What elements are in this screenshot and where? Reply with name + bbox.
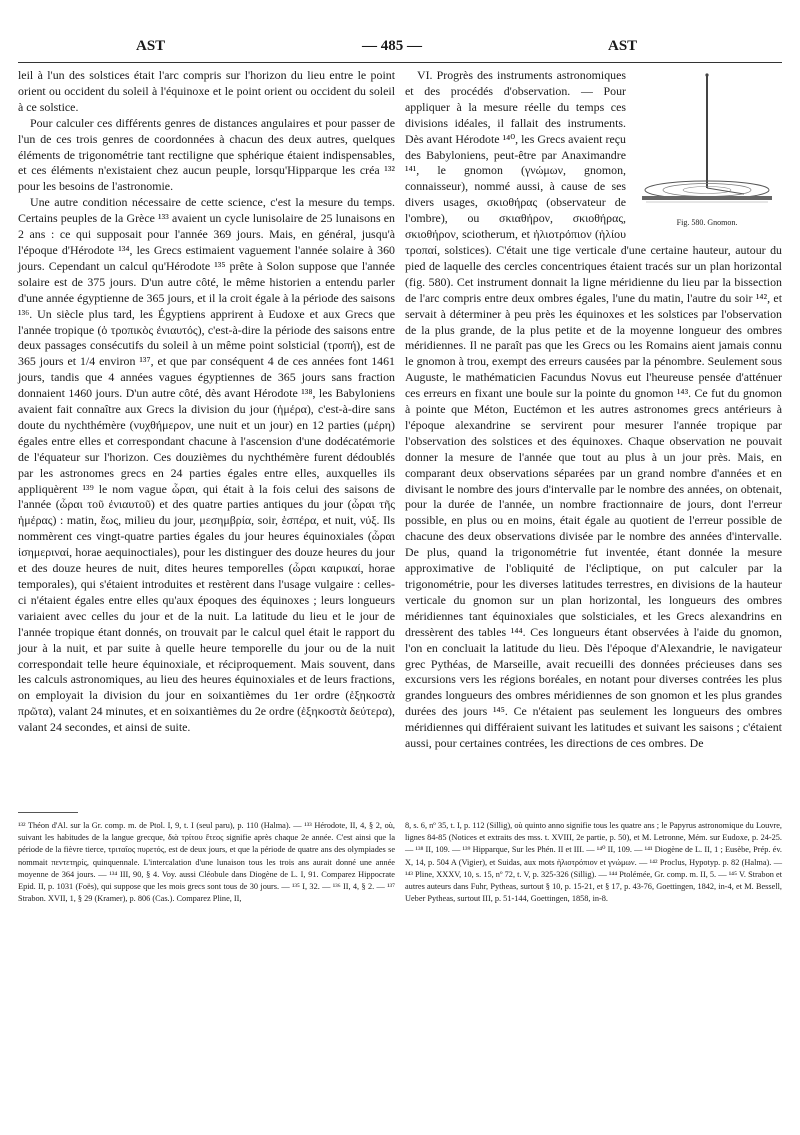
- right-column: [405, 68, 782, 752]
- paragraph: Pour calculer ces différents genres de distances angulaires et pour passer de l'un de ces trois genres de coordonnées à chacun des deux autres, quelques éléments de trigonométrie tant rectiligne que sphérique étaient indispensables, et ces éléments n'existaient chez aucun peuple, lorsqu'Hipparque les créa ¹³² pour les besoins de l'astronomie.: [18, 115, 395, 194]
- figure-caption: Fig. 580. Gnomon.: [676, 218, 738, 227]
- gnomon-figure: [632, 70, 782, 228]
- footnotes-left: ¹³² Théon d'Al. sur la Gr. comp. m. de Ptol. I, 9, t. I (seul paru), p. 110 (Halma). — ¹³³ Hérodote, II, 4, § 2, où, suivant les habitudes de la langue grecque, διὰ τρίτου ἔτεος signifie après chaque 2e année. C'est ainsi que la période de la fièvre tierce, τριταῖος πυρετός, est de deux jours, et que la période de quatre ans des olympiades se nommait πεντετηρίς, quinquennale. L'intercalation d'une lunaison tous les trois ans aurait donné une année moyenne de 364 jours. — ¹³⁴ III, 90, § 4. Voy. aussi Cléobule dans Diogène de L. I, 91. Comparez Hippocrate Epid. II, p. 1031 (Foës), qui suppose que les mois grecs sont tous de 30 jours. — ¹³⁵ I, 32. — ¹³⁶ II, 4, § 2. — ¹³⁷ Strabon. XVII, 1, § 29 (Kramer), p. 806 (Cas.). Comparez Pline, II,: [18, 821, 395, 904]
- paragraph: Une autre condition nécessaire de cette science, c'est la mesure du temps. Certains peuples de la Grèce ¹³³ avaient un cycle lunisolaire de 25 lunaisons en 2 ans : ce qui supposait pour l'année 369 jours. Mais, en général, jusqu'à l'époque d'Hérodote ¹³⁴, les Grecs estimaient vaguement l'année solaire à 360 jours. Cependant un calcul qu'Hérodote ¹³⁵ prête à Solon suppose que l'année solaire est de 375 jours. D'un autre côté, le même historien a entendu parler d'une année égyptienne de 365 jours, et il la croit égale à la période des saisons ¹³⁶. Un siècle plus tard, les Égyptiens apprirent à Eudoxe et aux Grecs que l'année tropique (ὁ τροπικὸς ἐνιαυτός), c'est-à-dire la période des saisons entre deux passages consécutifs du soleil à un même point solsticial (τροπή), est de 365 jours et 1/4 environ ¹³⁷, et que par conséquent 4 de ces années font 1461 jours, tandis que 4 années vagues égyptiennes de 365 jours sans fraction donnaient 1460 jours. D'un autre côté, dès avant Hérodote ¹³⁸, les Babyloniens avaient fait connaître aux Grecs la division du jour (ἡμέρα), c'est-à-dire sans doute du nychthémère (νυχθήμερον, une nuit et un jour) en 12 parties (μέρη) égales entre elles et correspondant chacune à l'ascension d'une dodécatémorie de l'équateur sur l'horizon. Ces douzièmes du nychthémère furent dédoublés par les astronomes grecs en 24 parties égales entre elles, auxquelles ils appliquèrent ¹³⁹ le nom vague ὧραι, qui était à la fois celui des saisons de l'année (ὧραι τοῦ ἐνιαυτοῦ) et des quatre parties antiques du jour (ὧραι τῆς ἡμέρας) : matin, ἕως, milieu du jour, μεσημβρία, soir, ἑσπέρα, et nuit, νύξ. Ils nommèrent ces vingt-quatre parties égales du jour heures équinoxiales (ὧραι ἰσημεριναί, horae aequinoctiales), pour les distinguer des douze heures du jour et des douze heures de nuit, dites heures temporelles (ὧραι καιρικαί, horae temporales), qui s'étaient introduites et restèrent dans l'usage vulgaire : celles-ci n'étaient égales entre elles qu'aux époques des équinoxes ; leurs longueurs variaient avec celles du jour et de la nuit. La latitude du lieu et le jour de l'année tropique étant donnés, on trouvait par le calcul quel était le rapport du jour à la nuit, et par suite à quelle heure temporelle du jour ou de la nuit correspondait telle heure équinoxiale, et réciproquement. Mais souvent, dans les calculs astronomiques, au lieu des heures équinoxiales et de leurs fractions, on employait la division du jour en soixantièmes du 1er ordre (ἑξηκοστὰ πρῶτα), valant 24 minutes, et en soixantièmes du 2e ordre (ἑξηκοστὰ δεύτερα), valant 24 secondes, et ainsi de suite.: [18, 195, 395, 735]
- gnomon-illustration: [632, 70, 782, 215]
- footnotes-right: 8, s. 6, nº 35, t. I, p. 112 (Sillig), où quinto anno signifie tous les quatre ans ; le Papyrus astronomique du Louvre, lignes 84-85 (Notices et extraits des mss. t. XVIII, 2e partie, p. 50), et M. Letronne, Mém. sur Eudoxe, p. 24-25. — ¹³⁸ II, 109. — ¹³⁹ Hipparque, Sur les Phén. II et III. — ¹⁴⁰ II, 109. — ¹⁴¹ Diogène de L. II, 1 ; Eusèbe, Prép. év. X, 14, p. 504 A (Vigier), et Suidas, aux mots ἡλιοτρόπιον et γνώμων. — ¹⁴² Proclus, Hypotyp. p. 82 (Halma). — ¹⁴³ Pline, XXXV, 10, s. 15, nº 72, t. V, p. 325-326 (Sillig). — ¹⁴⁴ Ptolémée, Gr. comp. m. II, 5. — ¹⁴⁵ V. Strabon et autres auteurs dans Fuhr, Pytheas, surtout § 10, p. 15-21, et § 17, p. 43-76, Goettingen, 1842, in-4, et M. Bessell, Ueber Pytheas, surtout III, p. 51-144, Goettingen, 1858, in-8.: [405, 821, 782, 904]
- left-column: [18, 68, 395, 736]
- header-rule: [18, 62, 782, 63]
- header-right: AST: [608, 38, 638, 54]
- running-header: [0, 38, 800, 60]
- footnote-separator: [18, 812, 78, 813]
- page-number: — 485 —: [362, 38, 422, 54]
- header-left: AST: [136, 38, 166, 54]
- paragraph: VI. Progrès des instruments astronomiques et des procédés d'observation. — Pour appliquer à la mesure réelle du temps ces divisions idéales, il fallait des instruments. Dès avant Hérodote ¹⁴⁰, les Grecs avaient reçu des Babyloniens, peut-être par Anaximandre ¹⁴¹, le gnomon (γνώμων, gnomon, connaisseur), nommé aussi, à cause de ses divers usages, σκιοθήρας (observateur de l'ombre), ou σκιαθήρον, σκιοθήρας, σκιοθήρον, sciotherum, et ἡλιοτρόπιον (ἡλίου τροπαί, solstices). C'était une tige verticale d'une certaine hauteur, autour du pied de laquelle des cercles concentriques étaient tracés sur un plan horizontal (fig. 580). Cet instrument donnait la ligne méridienne du lieu par la bissection de l'arc compris entre deux ombres égales, l'une du matin, l'autre du soir ¹⁴², et servait à déterminer à peu près les équinoxes et les solstices par l'observation de la plus grande, de la plus petite et de la moyenne longueur des ombres méridiennes. Il ne paraît pas que les Grecs ou les Romains aient jamais connu le gnomon à trou, exempt des erreurs causées par la pénombre. Seulement sous Auguste, le mathématicien Facundus Novus eut l'heureuse pensée d'atténuer ces erreurs en fixant une boule sur la pointe du gnomon ¹⁴³. Ce fut du gnomon à pointe que Méton, Euctémon et les autres astronomes grecs antérieurs à l'époque alexandrine se servirent pour mesurer l'année tropique par l'observation des solstices et des équinoxes. Chaque observation ne pouvait donner la mesure de l'année que tout au plus à un jour près. Mais, en comparant deux observations séparées par un grand nombre d'années et en divisant le nombre des jours d'intervalle par le nombre des années, on obtenait, pour la durée de l'année, un nombre fractionnaire de jours, dont l'erreur possible, en plus ou en moins, était égale au quotient de l'erreur possible de chacune des deux observations divisée par le nombre des années d'intervalle. De plus, quand la trigonométrie fut inventée, étant donnée la mesure approximative de l'obliquité de l'écliptique, on put calculer par la trigonométrie, pour les diverses latitudes terrestres, en divisions de la hauteur verticale du gnomon sur un plan horizontal, les longueurs des ombres méridiennes tant équinoxiales que solsticiales, et les Grecs alexandrins en dressèrent des tables ¹⁴⁴. Ces longueurs étant observées à l'aide du gnomon, l'on en concluait la latitude du lieu. Dès l'époque d'Alexandrie, le navigateur grec Pythéas, de Marseille, avait recueilli des données précieuses dans ses excursions vers les régions boréales, en notant pour diverses contrées les plus grandes longueurs des ombres méridiennes de son gnomon et les plus grandes durées des jours ¹⁴⁵. Ce n'étaient pas seulement les longueurs des ombres méridiennes qui différaient suivant les latitudes et suivant les saisons ; c'étaient aussi, pour certaines contrées, les directions de ces ombres. De: [405, 68, 782, 751]
- paragraph: leil à l'un des solstices était l'arc compris sur l'horizon du lieu entre le point orient ou occident du soleil à l'équinoxe et le point orient ou occident du soleil à ce solstice.: [18, 68, 395, 114]
